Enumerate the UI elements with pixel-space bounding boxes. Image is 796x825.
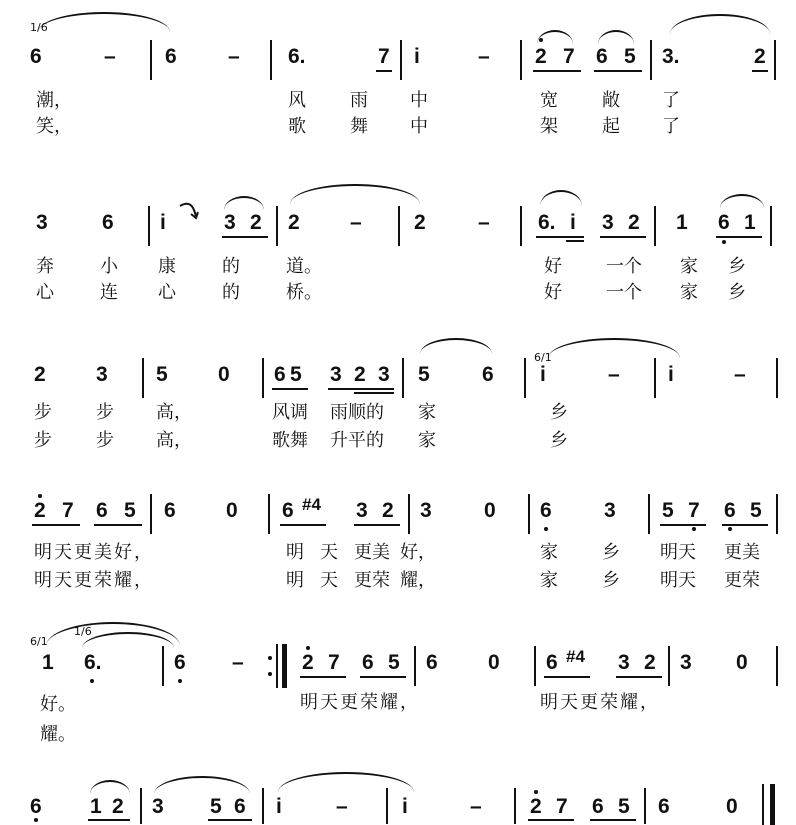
barline: [400, 40, 402, 80]
note: 2: [644, 651, 656, 674]
note: 6: [482, 363, 494, 386]
barline: [776, 494, 778, 534]
grace-note: 6/1: [30, 635, 48, 648]
octave-dot: [544, 527, 548, 531]
note: 2: [34, 499, 46, 522]
dash: –: [470, 795, 482, 818]
barline: [398, 206, 400, 246]
lyric: 明: [286, 570, 304, 591]
repeat-barline: [282, 644, 287, 688]
dash: –: [734, 363, 746, 386]
barline: [262, 788, 264, 824]
octave-dot: [306, 646, 310, 650]
note: 7: [328, 651, 340, 674]
lyric: 明天更荣耀，: [300, 692, 420, 713]
repeat-dot: [268, 656, 272, 660]
note: 3: [604, 499, 616, 522]
underline: [722, 524, 768, 526]
sharp-note: #4: [566, 647, 585, 666]
octave-dot: [90, 679, 94, 683]
note: 5: [662, 499, 674, 522]
lyric: 家: [680, 256, 698, 277]
note: 6.: [84, 651, 102, 674]
lyric: 步: [96, 402, 114, 423]
slur: [598, 30, 634, 44]
note: i: [402, 795, 408, 818]
barline: [776, 646, 778, 686]
octave-dot: [34, 818, 38, 822]
note: 2: [302, 651, 314, 674]
note: 3: [224, 211, 236, 234]
note: 3: [378, 363, 390, 386]
barline: [668, 646, 670, 686]
dash: –: [478, 211, 490, 234]
note: 7: [62, 499, 74, 522]
slur: [670, 14, 770, 34]
lyric: 家: [540, 542, 558, 563]
lyric: 潮，: [36, 90, 72, 111]
underline: [600, 236, 646, 238]
underline: [280, 524, 326, 526]
note: 3: [420, 499, 432, 522]
note: 6.: [288, 45, 306, 68]
lyric: 家: [418, 430, 436, 451]
lyric: 道。: [286, 256, 322, 277]
note: 2: [354, 363, 366, 386]
note: 1: [90, 795, 102, 818]
underline: [360, 676, 406, 678]
barline: [650, 40, 652, 80]
underline: [536, 236, 584, 238]
barline: [654, 358, 656, 398]
lyric: 明天更荣耀，: [540, 692, 660, 713]
underline: [660, 524, 706, 526]
dash: –: [104, 45, 116, 68]
underline: [566, 240, 584, 242]
underline: [594, 70, 642, 72]
note: 6: [102, 211, 114, 234]
dash: –: [232, 651, 244, 674]
grace-note: 1/6: [74, 625, 92, 638]
note: 5: [388, 651, 400, 674]
lyric: 一个: [606, 256, 642, 277]
slur: [290, 184, 420, 204]
lyric: 明: [286, 542, 304, 563]
slur: [420, 338, 492, 354]
note: 2: [530, 795, 542, 818]
note: 6: [540, 499, 552, 522]
note: 7: [563, 45, 575, 68]
lyric: 歌: [288, 116, 306, 137]
lyric: 乡: [602, 542, 620, 563]
note: 3: [680, 651, 692, 674]
note: 2: [414, 211, 426, 234]
note: 6: [718, 211, 730, 234]
dash: –: [350, 211, 362, 234]
lyric: 家: [418, 402, 436, 423]
lyric: 笑，: [36, 116, 72, 137]
lyric: 耀，: [400, 570, 436, 591]
barline: [276, 644, 278, 688]
slur: [548, 338, 680, 358]
barline: [644, 788, 646, 824]
dash: –: [228, 45, 240, 68]
lyric: 步: [34, 430, 52, 451]
lyric: 奔: [36, 256, 54, 277]
underline: [94, 524, 142, 526]
lyric: 乡: [550, 402, 568, 423]
lyric: 高，: [156, 430, 192, 451]
octave-dot: [38, 494, 42, 498]
lyric: 风调: [272, 402, 308, 423]
barline: [150, 494, 152, 534]
note: 0: [726, 795, 738, 818]
repeat-dot: [268, 672, 272, 676]
barline: [770, 206, 772, 246]
lyric: 明天: [660, 542, 696, 563]
barline: [528, 494, 530, 534]
lyric: 宽: [540, 90, 558, 111]
lyric: 桥。: [286, 282, 322, 303]
note: 5: [156, 363, 168, 386]
note: 6: [165, 45, 177, 68]
note: 6: [30, 795, 42, 818]
note: 2: [250, 211, 262, 234]
lyric: 了: [662, 90, 680, 111]
lyric: 乡: [728, 282, 746, 303]
slur: [90, 780, 130, 794]
underline: [272, 388, 308, 390]
slur: [537, 30, 573, 44]
barline: [408, 494, 410, 534]
barline: [386, 788, 388, 824]
note: 5: [210, 795, 222, 818]
note: 6: [426, 651, 438, 674]
barline: [534, 646, 536, 686]
lyric: 更美: [724, 542, 760, 563]
lyric: 心: [158, 282, 176, 303]
lyric: 明天: [660, 570, 696, 591]
lyric: 升平的: [330, 430, 384, 451]
lyric: 心: [36, 282, 54, 303]
lyric: 乡: [728, 256, 746, 277]
barline: [262, 358, 264, 398]
note: 2: [288, 211, 300, 234]
underline: [32, 524, 80, 526]
barline: [414, 646, 416, 686]
lyric: 起: [602, 116, 620, 137]
lyric: 乡: [602, 570, 620, 591]
lyric: 架: [540, 116, 558, 137]
lyric: 舞: [350, 116, 368, 137]
note: 0: [484, 499, 496, 522]
note: 5: [124, 499, 136, 522]
grace-note: 1/6: [30, 21, 48, 34]
underline: [88, 819, 130, 821]
dash: –: [478, 45, 490, 68]
lyric: 明天更美好，: [34, 542, 154, 563]
lyric: 好，: [400, 542, 436, 563]
lyric: 中: [410, 116, 428, 137]
note: 5: [624, 45, 636, 68]
dash: –: [336, 795, 348, 818]
lyric: 家: [680, 282, 698, 303]
underline: [354, 524, 400, 526]
underline: [752, 70, 768, 72]
barline: [520, 206, 522, 246]
barline: [140, 788, 142, 824]
note: 6: [658, 795, 670, 818]
lyric: 好: [544, 256, 562, 277]
note: 7: [556, 795, 568, 818]
barline: [762, 784, 764, 825]
underline: [528, 819, 574, 821]
lyric: 耀。: [40, 724, 76, 745]
underline: [222, 236, 268, 238]
underline: [544, 676, 590, 678]
lyric: 连: [100, 282, 118, 303]
note: 3: [602, 211, 614, 234]
lyric: 明天更荣耀，: [34, 570, 154, 591]
lyric: 雨: [350, 90, 368, 111]
barline: [142, 358, 144, 398]
note: 3: [330, 363, 342, 386]
note: 6: [234, 795, 246, 818]
note: 3: [36, 211, 48, 234]
underline: [376, 70, 392, 72]
barline: [520, 40, 522, 80]
note: 6: [596, 45, 608, 68]
note: 2: [628, 211, 640, 234]
lyric: 风: [288, 90, 306, 111]
barline: [654, 206, 656, 246]
barline: [148, 206, 150, 246]
final-barline: [770, 784, 775, 825]
barline: [776, 358, 778, 398]
note: 5: [290, 363, 302, 386]
octave-dot: [728, 527, 732, 531]
barline: [276, 206, 278, 246]
note: i: [570, 211, 576, 234]
note: 1: [42, 651, 54, 674]
note: 6: [274, 363, 286, 386]
lyric: 家: [540, 570, 558, 591]
octave-dot: [722, 240, 726, 244]
lyric: 歌舞: [272, 430, 308, 451]
note: 7: [688, 499, 700, 522]
note: 2: [34, 363, 46, 386]
underline: [590, 819, 636, 821]
note: 1: [676, 211, 688, 234]
note: i: [668, 363, 674, 386]
note: 3: [96, 363, 108, 386]
lyric: 敞: [602, 90, 620, 111]
note: i: [414, 45, 420, 68]
lyric: 高，: [156, 402, 192, 423]
barline: [162, 646, 164, 686]
barline: [402, 358, 404, 398]
slur: [540, 190, 582, 206]
slur: [38, 12, 170, 32]
note: 2: [382, 499, 394, 522]
note: 6: [592, 795, 604, 818]
dash: –: [608, 363, 620, 386]
underline: [328, 388, 394, 390]
lyric: 的: [222, 282, 240, 303]
note: 6: [174, 651, 186, 674]
lyric: 了: [662, 116, 680, 137]
octave-dot: [692, 527, 696, 531]
grace-note: 6/1: [534, 351, 552, 364]
lyric: 步: [96, 430, 114, 451]
barline: [514, 788, 516, 824]
turn-icon: [178, 200, 200, 222]
lyric: 好。: [40, 694, 76, 715]
note: 5: [418, 363, 430, 386]
underline: [354, 392, 394, 394]
note: 6: [164, 499, 176, 522]
note: 6: [362, 651, 374, 674]
lyric: 一个: [606, 282, 642, 303]
lyric: 天: [320, 570, 338, 591]
slur: [154, 776, 250, 794]
lyric: 中: [410, 90, 428, 111]
note: 0: [218, 363, 230, 386]
note: 6.: [538, 211, 556, 234]
note: i: [276, 795, 282, 818]
note: 5: [618, 795, 630, 818]
note: i: [160, 211, 166, 234]
note: 2: [754, 45, 766, 68]
note: 3: [356, 499, 368, 522]
lyric: 小: [100, 256, 118, 277]
lyric: 的: [222, 256, 240, 277]
underline: [533, 70, 581, 72]
lyric: 步: [34, 402, 52, 423]
barline: [270, 40, 272, 80]
note: 6: [546, 651, 558, 674]
lyric: 康: [158, 256, 176, 277]
barline: [150, 40, 152, 80]
note: 5: [750, 499, 762, 522]
note: 3: [618, 651, 630, 674]
note: 0: [736, 651, 748, 674]
underline: [616, 676, 662, 678]
note: 6: [96, 499, 108, 522]
barline: [524, 358, 526, 398]
note: 6: [30, 45, 42, 68]
octave-dot: [178, 679, 182, 683]
note: 0: [488, 651, 500, 674]
note: 2: [535, 45, 547, 68]
note: 7: [378, 45, 390, 68]
slur: [278, 772, 414, 792]
lyric: 更荣: [354, 570, 390, 591]
lyric: 雨顺的: [330, 402, 384, 423]
barline: [268, 494, 270, 534]
note: 6: [724, 499, 736, 522]
underline: [208, 819, 252, 821]
barline: [648, 494, 650, 534]
note: 3: [152, 795, 164, 818]
note: 3.: [662, 45, 680, 68]
barline: [774, 40, 776, 80]
lyric: 天: [320, 542, 338, 563]
note: 6: [282, 499, 294, 522]
note: 2: [112, 795, 124, 818]
underline: [716, 236, 762, 238]
octave-dot: [534, 790, 538, 794]
lyric: 乡: [550, 430, 568, 451]
note: i: [540, 363, 546, 386]
note: 1: [744, 211, 756, 234]
slur: [224, 196, 264, 210]
underline: [300, 676, 346, 678]
slur: [720, 194, 764, 208]
sharp-note: #4: [302, 495, 321, 514]
lyric: 更荣: [724, 570, 760, 591]
lyric: 更美: [354, 542, 390, 563]
lyric: 好: [544, 282, 562, 303]
note: 0: [226, 499, 238, 522]
